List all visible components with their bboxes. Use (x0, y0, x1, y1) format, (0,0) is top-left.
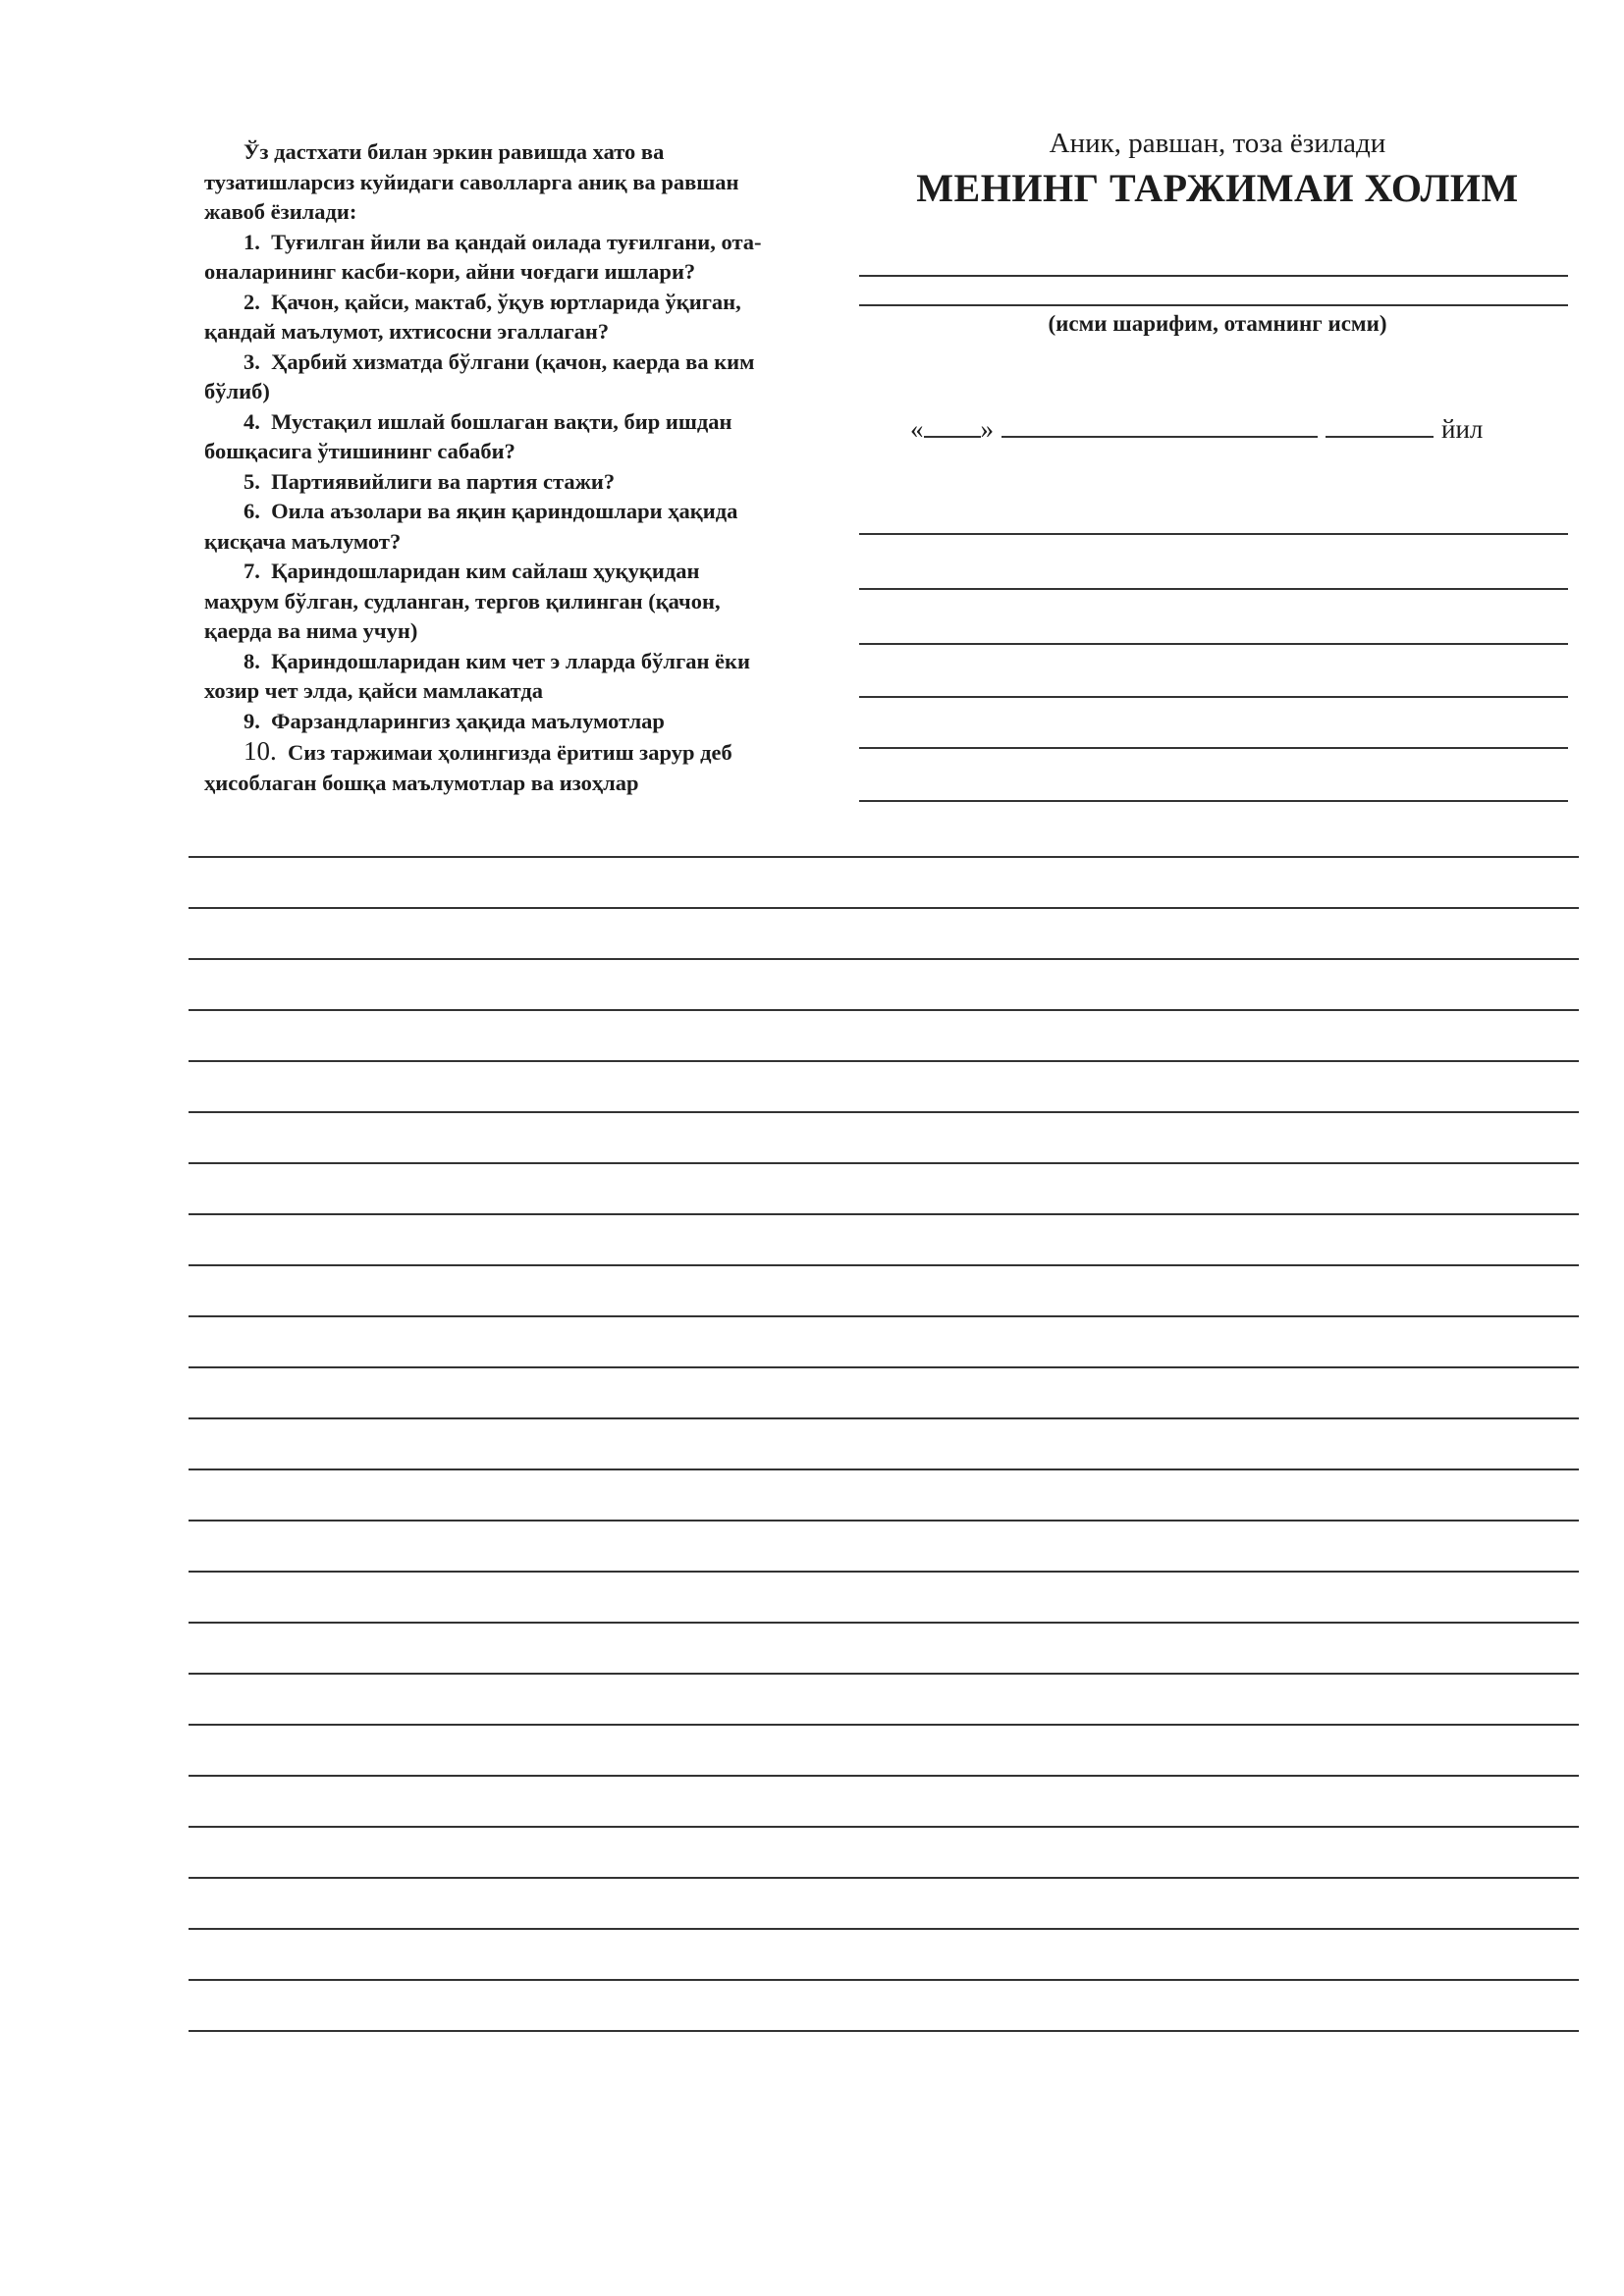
answer-line[interactable] (859, 588, 1568, 590)
day-field[interactable] (924, 412, 981, 438)
question-number: 1. (244, 229, 260, 254)
answer-line[interactable] (189, 1724, 1579, 1726)
question-number: 3. (244, 348, 260, 374)
question-number: 10. (244, 736, 277, 766)
answer-line[interactable] (189, 1264, 1579, 1266)
answer-line[interactable] (189, 1622, 1579, 1624)
question-text: Партиявийлиги ва партия стажи? (271, 468, 616, 494)
answer-line[interactable] (189, 1673, 1579, 1675)
close-quote: » (980, 414, 994, 444)
question-1 (204, 228, 833, 258)
question-text: Ҳарбий хизматда бўлгани (қачон, каерда ва ким (271, 348, 755, 374)
question-6-cont: қисқача маълумот? (204, 528, 402, 554)
year-field[interactable] (1326, 412, 1434, 438)
question-7-cont: қаерда ва нима учун) (204, 618, 418, 643)
question-text: Туғилган йили ва қандай оилада туғилгани, ота- (271, 229, 762, 254)
question-4-cont: бошқасига ўтишининг сабаби? (204, 439, 515, 463)
answer-line[interactable] (859, 747, 1568, 749)
answer-line[interactable] (189, 1060, 1579, 1062)
question-number: 2. (244, 289, 260, 314)
question-number: 7. (244, 559, 260, 583)
answer-line[interactable] (859, 533, 1568, 535)
intro-line: Ўз дастхати билан эркин равишда хато ва (244, 139, 665, 164)
answer-line[interactable] (189, 1979, 1579, 1981)
answer-line[interactable] (189, 958, 1579, 960)
answer-line[interactable] (189, 1366, 1579, 1368)
answer-line[interactable] (859, 696, 1568, 698)
answer-line[interactable] (859, 800, 1568, 802)
year-label: йил (1441, 414, 1484, 444)
answer-line[interactable] (189, 1009, 1579, 1011)
intro-line: тузатишларсиз куйидаги саволларга аниқ ва равшан (204, 169, 739, 194)
intro-line: жавоб ёзилади: (204, 199, 357, 224)
answer-line[interactable] (189, 1928, 1579, 1930)
answer-line[interactable] (189, 1111, 1579, 1113)
answer-line[interactable] (189, 1468, 1579, 1470)
question-2-cont: қандай маълумот, ихтисосни эгаллаган? (204, 319, 610, 344)
question-text: Сиз таржимаи ҳолингизда ёритиш зарур деб (288, 740, 732, 765)
form-subtitle: Аник, равшан, тоза ёзилади (1049, 128, 1386, 159)
question-5 (204, 467, 833, 498)
month-field[interactable] (1001, 412, 1318, 438)
question-6 (204, 497, 833, 527)
question-3-cont: бўлиб) (204, 379, 270, 403)
question-text: Мустақил ишлай бошлаган вақти, бир ишдан (271, 408, 732, 434)
answer-line[interactable] (189, 1213, 1579, 1215)
question-7 (204, 557, 833, 587)
answer-line[interactable] (189, 1315, 1579, 1317)
question-number: 9. (244, 708, 260, 733)
instructions-block (204, 137, 833, 798)
question-8 (204, 647, 833, 677)
answer-line[interactable] (189, 1775, 1579, 1777)
answer-line[interactable] (189, 2030, 1579, 2032)
question-number: 5. (244, 468, 260, 494)
answer-line[interactable] (189, 907, 1579, 909)
question-number: 4. (244, 408, 260, 434)
question-10 (204, 736, 833, 769)
question-9 (204, 707, 833, 737)
question-2 (204, 288, 833, 318)
question-10-cont: ҳисоблаган бошқа маълумотлар ва изоҳлар (204, 770, 639, 795)
answer-line[interactable] (189, 1571, 1579, 1573)
answer-line[interactable] (189, 1826, 1579, 1828)
question-1-cont: оналарининг касби-кори, айни чоғдаги ишлари? (204, 259, 696, 284)
question-text: Қачон, қайси, мактаб, ўқув юртларида ўқиган, (271, 289, 741, 314)
question-3 (204, 347, 833, 378)
answer-line[interactable] (189, 1877, 1579, 1879)
form-title: МЕНИНГ ТАРЖИМАИ ХОЛИМ (916, 166, 1519, 210)
question-text: Қариндошларидан ким сайлаш ҳуқуқидан (271, 559, 700, 583)
name-line[interactable] (859, 275, 1568, 277)
question-text: Оила аъзолари ва яқин қариндошлари ҳақида (271, 499, 738, 523)
answer-line[interactable] (859, 643, 1568, 645)
date-row (910, 412, 1483, 445)
answer-line[interactable] (189, 1162, 1579, 1164)
question-8-cont: хозир чет элда, қайси мамлакатда (204, 678, 544, 703)
question-number: 8. (244, 648, 260, 673)
name-line[interactable] (859, 304, 1568, 306)
answer-line[interactable] (189, 1417, 1579, 1419)
question-7-cont: маҳрум бўлган, судланган, тергов қилинган (қачон, (204, 588, 721, 614)
question-text: Қариндошларидан ким чет э лларда бўлган ёки (271, 648, 750, 673)
question-text: Фарзандларингиз ҳақида маълумотлар (271, 708, 665, 733)
question-4 (204, 407, 833, 438)
name-caption: (исми шарифим, отамнинг исми) (1048, 311, 1387, 336)
answer-line[interactable] (189, 1520, 1579, 1522)
answer-line[interactable] (189, 856, 1579, 858)
open-quote: « (910, 414, 924, 444)
question-number: 6. (244, 499, 260, 523)
